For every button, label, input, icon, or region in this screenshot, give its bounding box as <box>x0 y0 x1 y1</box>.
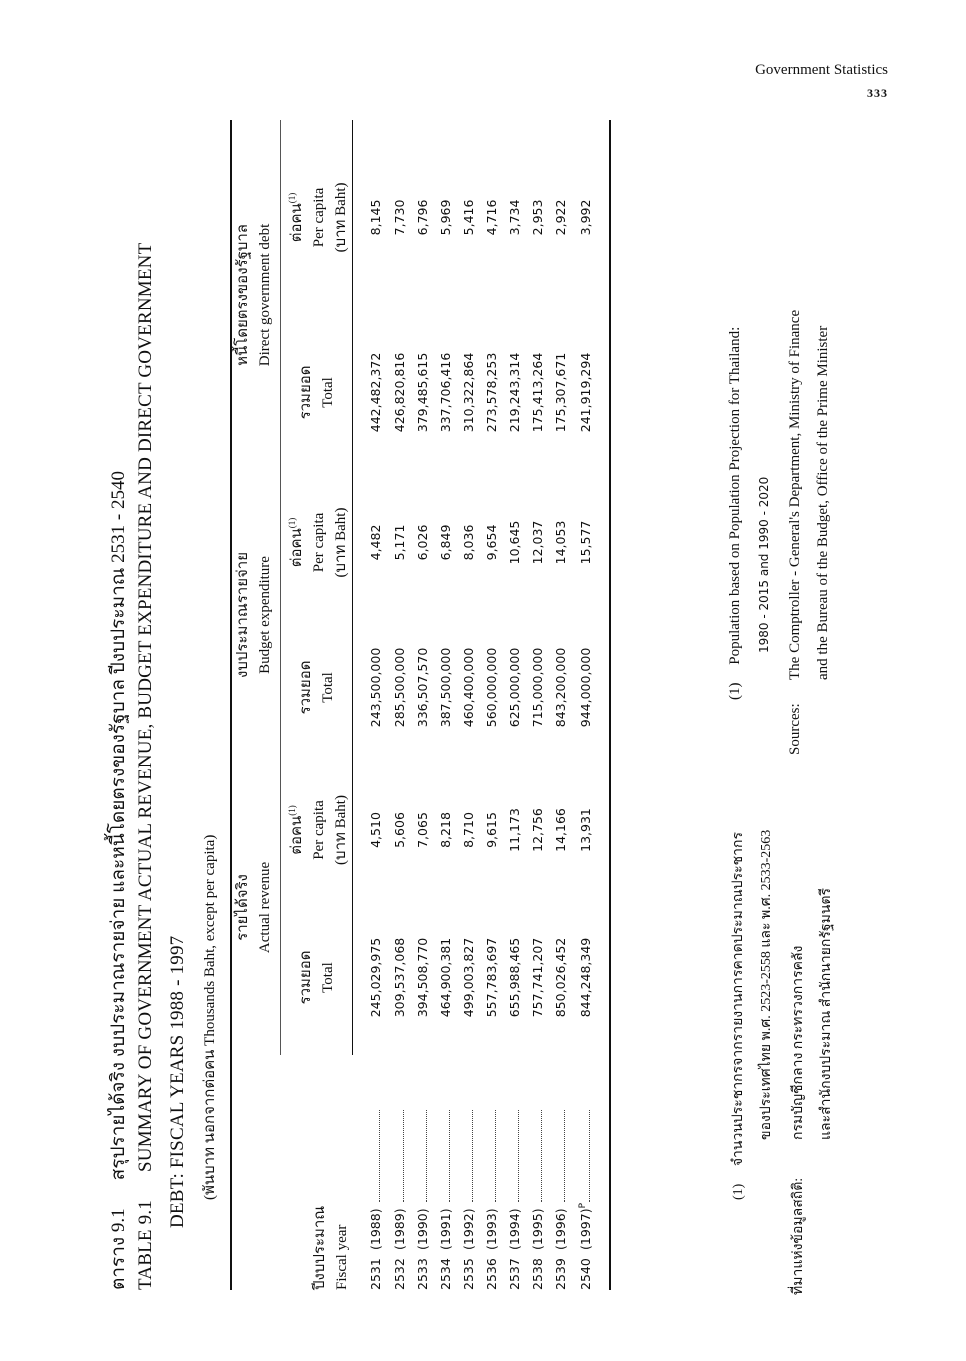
cell-exp-total: 560,000,000 <box>484 647 499 728</box>
year-cell <box>572 1055 610 1290</box>
cell-rev-total: 757,741,207 <box>530 937 545 1018</box>
ad-year: (1989) <box>392 1208 408 1250</box>
fiscal-year-header-thai: ปีงบประมาณ <box>311 1205 328 1290</box>
ad-year: $(1997)^P$ <box>577 1202 594 1250</box>
ad-year: (1990) <box>415 1208 431 1250</box>
cell-exp-total: 944,000,000 <box>578 647 593 728</box>
cell-debt-pc: 2,922 <box>553 199 568 236</box>
cell-exp-total: 843,200,000 <box>553 647 568 728</box>
thai-year: 2534 <box>438 1258 454 1290</box>
col-per-capita-note: (1) <box>287 192 297 204</box>
thai-year: 2532 <box>392 1258 408 1290</box>
cell-debt-pc: 4,716 <box>484 199 499 236</box>
thai-year: 2540 <box>578 1258 594 1290</box>
cell-rev-pc: 12,756 <box>530 808 545 852</box>
col-total-english: Total <box>319 377 336 408</box>
group-revenue-thai: รายได้จริง <box>235 874 251 941</box>
cell-debt-pc: 5,416 <box>461 199 476 236</box>
cell-debt-pc: 3,992 <box>578 199 593 236</box>
table-row <box>480 120 503 1290</box>
cell-debt-total: 273,578,253 <box>484 352 499 433</box>
cell-rev-pc: 11,173 <box>507 808 522 852</box>
ad-year: (1994) <box>507 1208 523 1250</box>
col-total-thai: รวมยอด <box>297 365 314 420</box>
thai-year: 2539 <box>553 1258 569 1290</box>
cell-exp-total: 625,000,000 <box>507 647 522 728</box>
cell-exp-pc: 14,053 <box>553 520 568 565</box>
cell-exp-pc: 6,849 <box>438 524 453 561</box>
source-english-line2: and the Bureau of the Budget, Office of the Prime Minister <box>815 325 831 680</box>
col-total-thai: รวมยอด <box>297 950 314 1005</box>
cell-rev-total: 394,508,770 <box>415 937 430 1018</box>
cell-exp-pc: 15,577 <box>578 520 593 565</box>
table-row <box>434 120 457 1290</box>
group-revenue-english: Actual revenue <box>257 861 273 954</box>
col-total-thai: รวมยอด <box>297 660 314 715</box>
table-row <box>411 120 434 1290</box>
caption-english-continued: DEBT: FISCAL YEARS 1988 - 1997 <box>167 935 188 1228</box>
source-english-line1: The Comptroller - General's Department, Ministry of Finance <box>787 309 803 680</box>
leader-dots <box>555 1110 565 1202</box>
column-header-debt-total <box>281 315 353 470</box>
footnote-thai <box>727 832 749 1200</box>
column-header-debt-per-capita <box>281 120 353 315</box>
cell-debt-total: 175,307,671 <box>553 352 568 433</box>
cell-exp-pc: 10,645 <box>507 520 522 565</box>
running-header-title: Government Statistics <box>755 62 888 78</box>
unit-note <box>197 835 221 1200</box>
preliminary-mark: P <box>577 1202 588 1209</box>
cell-rev-pc: 13,931 <box>578 808 593 852</box>
leader-dots <box>463 1110 473 1202</box>
cell-rev-total: 850,026,452 <box>553 937 568 1018</box>
group-expenditure-thai: งบประมาณรายจ่าย <box>235 551 251 678</box>
source-thai-line2: และสำนักงบประมาณ สำนักนายกรัฐมนตรี <box>819 887 834 1140</box>
cell-rev-total: 499,003,827 <box>461 937 476 1018</box>
cell-debt-pc: 2,953 <box>530 199 545 236</box>
table-row <box>457 120 480 1290</box>
source-english-label: Sources: <box>787 703 803 755</box>
leader-dots <box>440 1110 450 1202</box>
cell-debt-pc: 5,969 <box>438 199 453 236</box>
source-thai-line1: กรมบัญชีกลาง กระทรวงการคลัง <box>791 945 806 1140</box>
column-header-revenue-per-capita <box>281 760 353 900</box>
cell-rev-total: 464,900,381 <box>438 937 453 1018</box>
col-per-capita-unit: (บาท Baht) <box>333 182 349 253</box>
ad-year: (1995) <box>530 1208 546 1250</box>
group-debt-english: Direct government debt <box>257 223 273 367</box>
table-row <box>549 120 572 1290</box>
caption-thai <box>103 471 133 1290</box>
group-expenditure-english: Budget expenditure <box>257 556 273 674</box>
cell-rev-pc: 8,710 <box>461 812 476 848</box>
caption-english-title: SUMMARY OF GOVERNMENT ACTUAL REVENUE, BUDGET EXPENDITURE AND DIRECT GOVERNMENT <box>135 242 156 1172</box>
cell-rev-total: 655,988,465 <box>507 937 522 1018</box>
cell-debt-total: 310,322,864 <box>461 352 476 433</box>
cell-debt-pc: 6,796 <box>415 199 430 236</box>
cell-rev-pc: 9,615 <box>484 812 499 848</box>
col-per-capita-unit: (บาท Baht) <box>333 507 349 578</box>
cell-exp-total: 715,000,000 <box>530 647 545 728</box>
ad-year: (1993) <box>484 1208 500 1250</box>
table-row <box>353 120 389 1290</box>
cell-exp-total: 243,500,000 <box>368 647 383 728</box>
col-per-capita-note: (1) <box>287 517 297 529</box>
column-header-revenue-total <box>281 900 353 1055</box>
cell-rev-pc: 8,218 <box>438 812 453 848</box>
cell-exp-total: 285,500,000 <box>392 647 407 728</box>
table-row <box>526 120 549 1290</box>
ad-year: (1991) <box>438 1208 454 1250</box>
year-cell <box>549 1055 572 1290</box>
cell-debt-total: 219,243,314 <box>507 352 522 433</box>
footnote-english-line1: Population based on Population Projection for Thailand: <box>727 326 743 665</box>
table-body <box>353 120 611 1290</box>
cell-debt-total: 379,485,615 <box>415 352 430 433</box>
cell-rev-pc: 14,166 <box>553 808 568 852</box>
cell-rev-total: 844,248,349 <box>578 937 593 1018</box>
group-header-debt <box>231 120 281 470</box>
leader-dots <box>370 1110 380 1202</box>
table-row <box>503 120 526 1290</box>
caption-english <box>135 243 157 1290</box>
cell-rev-pc: 4,510 <box>368 812 383 848</box>
cell-rev-pc: 5,606 <box>392 812 407 848</box>
col-per-capita-english: Per capita <box>311 187 327 248</box>
page-number: 333 <box>867 86 888 100</box>
cell-exp-total: 387,500,000 <box>438 647 453 728</box>
cell-debt-total: 241,919,294 <box>578 352 593 433</box>
year-cell <box>434 1055 457 1290</box>
cell-rev-total: 245,029,975 <box>368 937 383 1018</box>
col-per-capita-unit: (บาท Baht) <box>333 795 349 865</box>
rotated-table-page <box>95 60 865 1295</box>
footnote-english <box>727 327 744 700</box>
thai-year: 2537 <box>507 1258 523 1290</box>
cell-rev-pc: 7,065 <box>415 812 430 848</box>
year-cell <box>503 1055 526 1290</box>
year-cell <box>388 1055 411 1290</box>
fiscal-year-header <box>231 1055 353 1290</box>
year-cell <box>457 1055 480 1290</box>
unit-note-english: Thousands Baht, except per capita) <box>202 834 218 1046</box>
col-per-capita-thai: ต่อคน <box>289 203 305 243</box>
thai-year: 2531 <box>367 1258 383 1290</box>
cell-debt-total: 442,482,372 <box>368 352 383 433</box>
ad-year: (1992) <box>461 1208 477 1250</box>
year-cell <box>353 1055 389 1290</box>
unit-note-thai: (พันบาท นอกจากต่อคน <box>202 1049 218 1200</box>
leader-dots <box>580 1110 590 1202</box>
summary-table <box>230 120 611 1290</box>
caption-thai-label: ตาราง 9.1 <box>108 1208 129 1290</box>
ad-year: (1996) <box>553 1208 569 1250</box>
cell-exp-pc: 4,482 <box>368 524 383 561</box>
cell-rev-total: 309,537,068 <box>392 937 407 1018</box>
group-debt-thai: หนี้โดยตรงของรัฐบาล <box>235 224 251 366</box>
table-row <box>388 120 411 1290</box>
footnote-english-marker: (1) <box>727 682 743 700</box>
table-row <box>572 120 610 1290</box>
cell-debt-total: 426,820,816 <box>392 352 407 433</box>
leader-dots <box>486 1110 496 1202</box>
cell-debt-pc: 8,145 <box>368 199 383 236</box>
leader-dots <box>509 1110 519 1202</box>
group-header-expenditure <box>231 470 281 760</box>
leader-dots <box>394 1110 404 1202</box>
col-per-capita-english: Per capita <box>311 800 327 860</box>
column-header-expenditure-per-capita <box>281 470 353 615</box>
footnote-thai-line1: จำนวนประชากรจากรายงานการคาดประมาณประชากร <box>731 831 746 1167</box>
cell-exp-pc: 5,171 <box>392 524 407 561</box>
cell-debt-total: 175,413,264 <box>530 352 545 433</box>
fiscal-year-header-english: Fiscal year <box>333 1224 350 1290</box>
thai-year: 2535 <box>461 1258 477 1290</box>
year-cell <box>411 1055 434 1290</box>
footnote-thai-marker: (1) <box>731 1183 746 1200</box>
column-header-expenditure-total <box>281 615 353 760</box>
source-thai-label: ที่มาแห่งข้อมูลสถิติ: <box>791 1177 806 1295</box>
cell-exp-total: 460,400,000 <box>461 647 476 728</box>
cell-exp-pc: 9,654 <box>484 524 499 561</box>
cell-exp-total: 336,507,570 <box>415 647 430 728</box>
footnote-thai-line2: ของประเทศไทย พ.ศ. 2523-2558 และ พ.ศ. 2533-2563 <box>759 829 774 1140</box>
col-per-capita-thai: ต่อคน <box>289 815 305 855</box>
col-per-capita-english: Per capita <box>311 512 327 573</box>
leader-dots <box>417 1110 427 1202</box>
cell-debt-pc: 3,734 <box>507 199 522 236</box>
cell-debt-pc: 7,730 <box>392 199 407 236</box>
cell-exp-pc: 8,036 <box>461 524 476 561</box>
thai-year: 2533 <box>415 1258 431 1290</box>
year-cell <box>480 1055 503 1290</box>
col-per-capita-thai: ต่อคน <box>289 528 305 568</box>
cell-exp-pc: 12,037 <box>530 520 545 565</box>
cell-rev-total: 557,783,697 <box>484 937 499 1018</box>
caption-thai-title: สรุปรายได้จริง งบประมาณรายจ่าย และหนี้โดยตรงของรัฐบาล ปีงบประมาณ 2531 - 2540 <box>108 471 129 1181</box>
col-total-english: Total <box>319 962 336 993</box>
col-per-capita-note: (1) <box>287 805 297 816</box>
col-total-english: Total <box>319 672 336 703</box>
thai-year: 2538 <box>530 1258 546 1290</box>
ad-year: (1988) <box>367 1208 383 1250</box>
year-cell <box>526 1055 549 1290</box>
footnote-english-line2: 1980 - 2015 and 1990 - 2020 <box>757 476 771 653</box>
group-header-revenue <box>231 760 281 1055</box>
thai-year: 2536 <box>484 1258 500 1290</box>
caption-english-label: TABLE 9.1 <box>135 1200 156 1290</box>
cell-debt-total: 337,706,416 <box>438 352 453 433</box>
leader-dots <box>532 1110 542 1202</box>
cell-exp-pc: 6,026 <box>415 524 430 561</box>
